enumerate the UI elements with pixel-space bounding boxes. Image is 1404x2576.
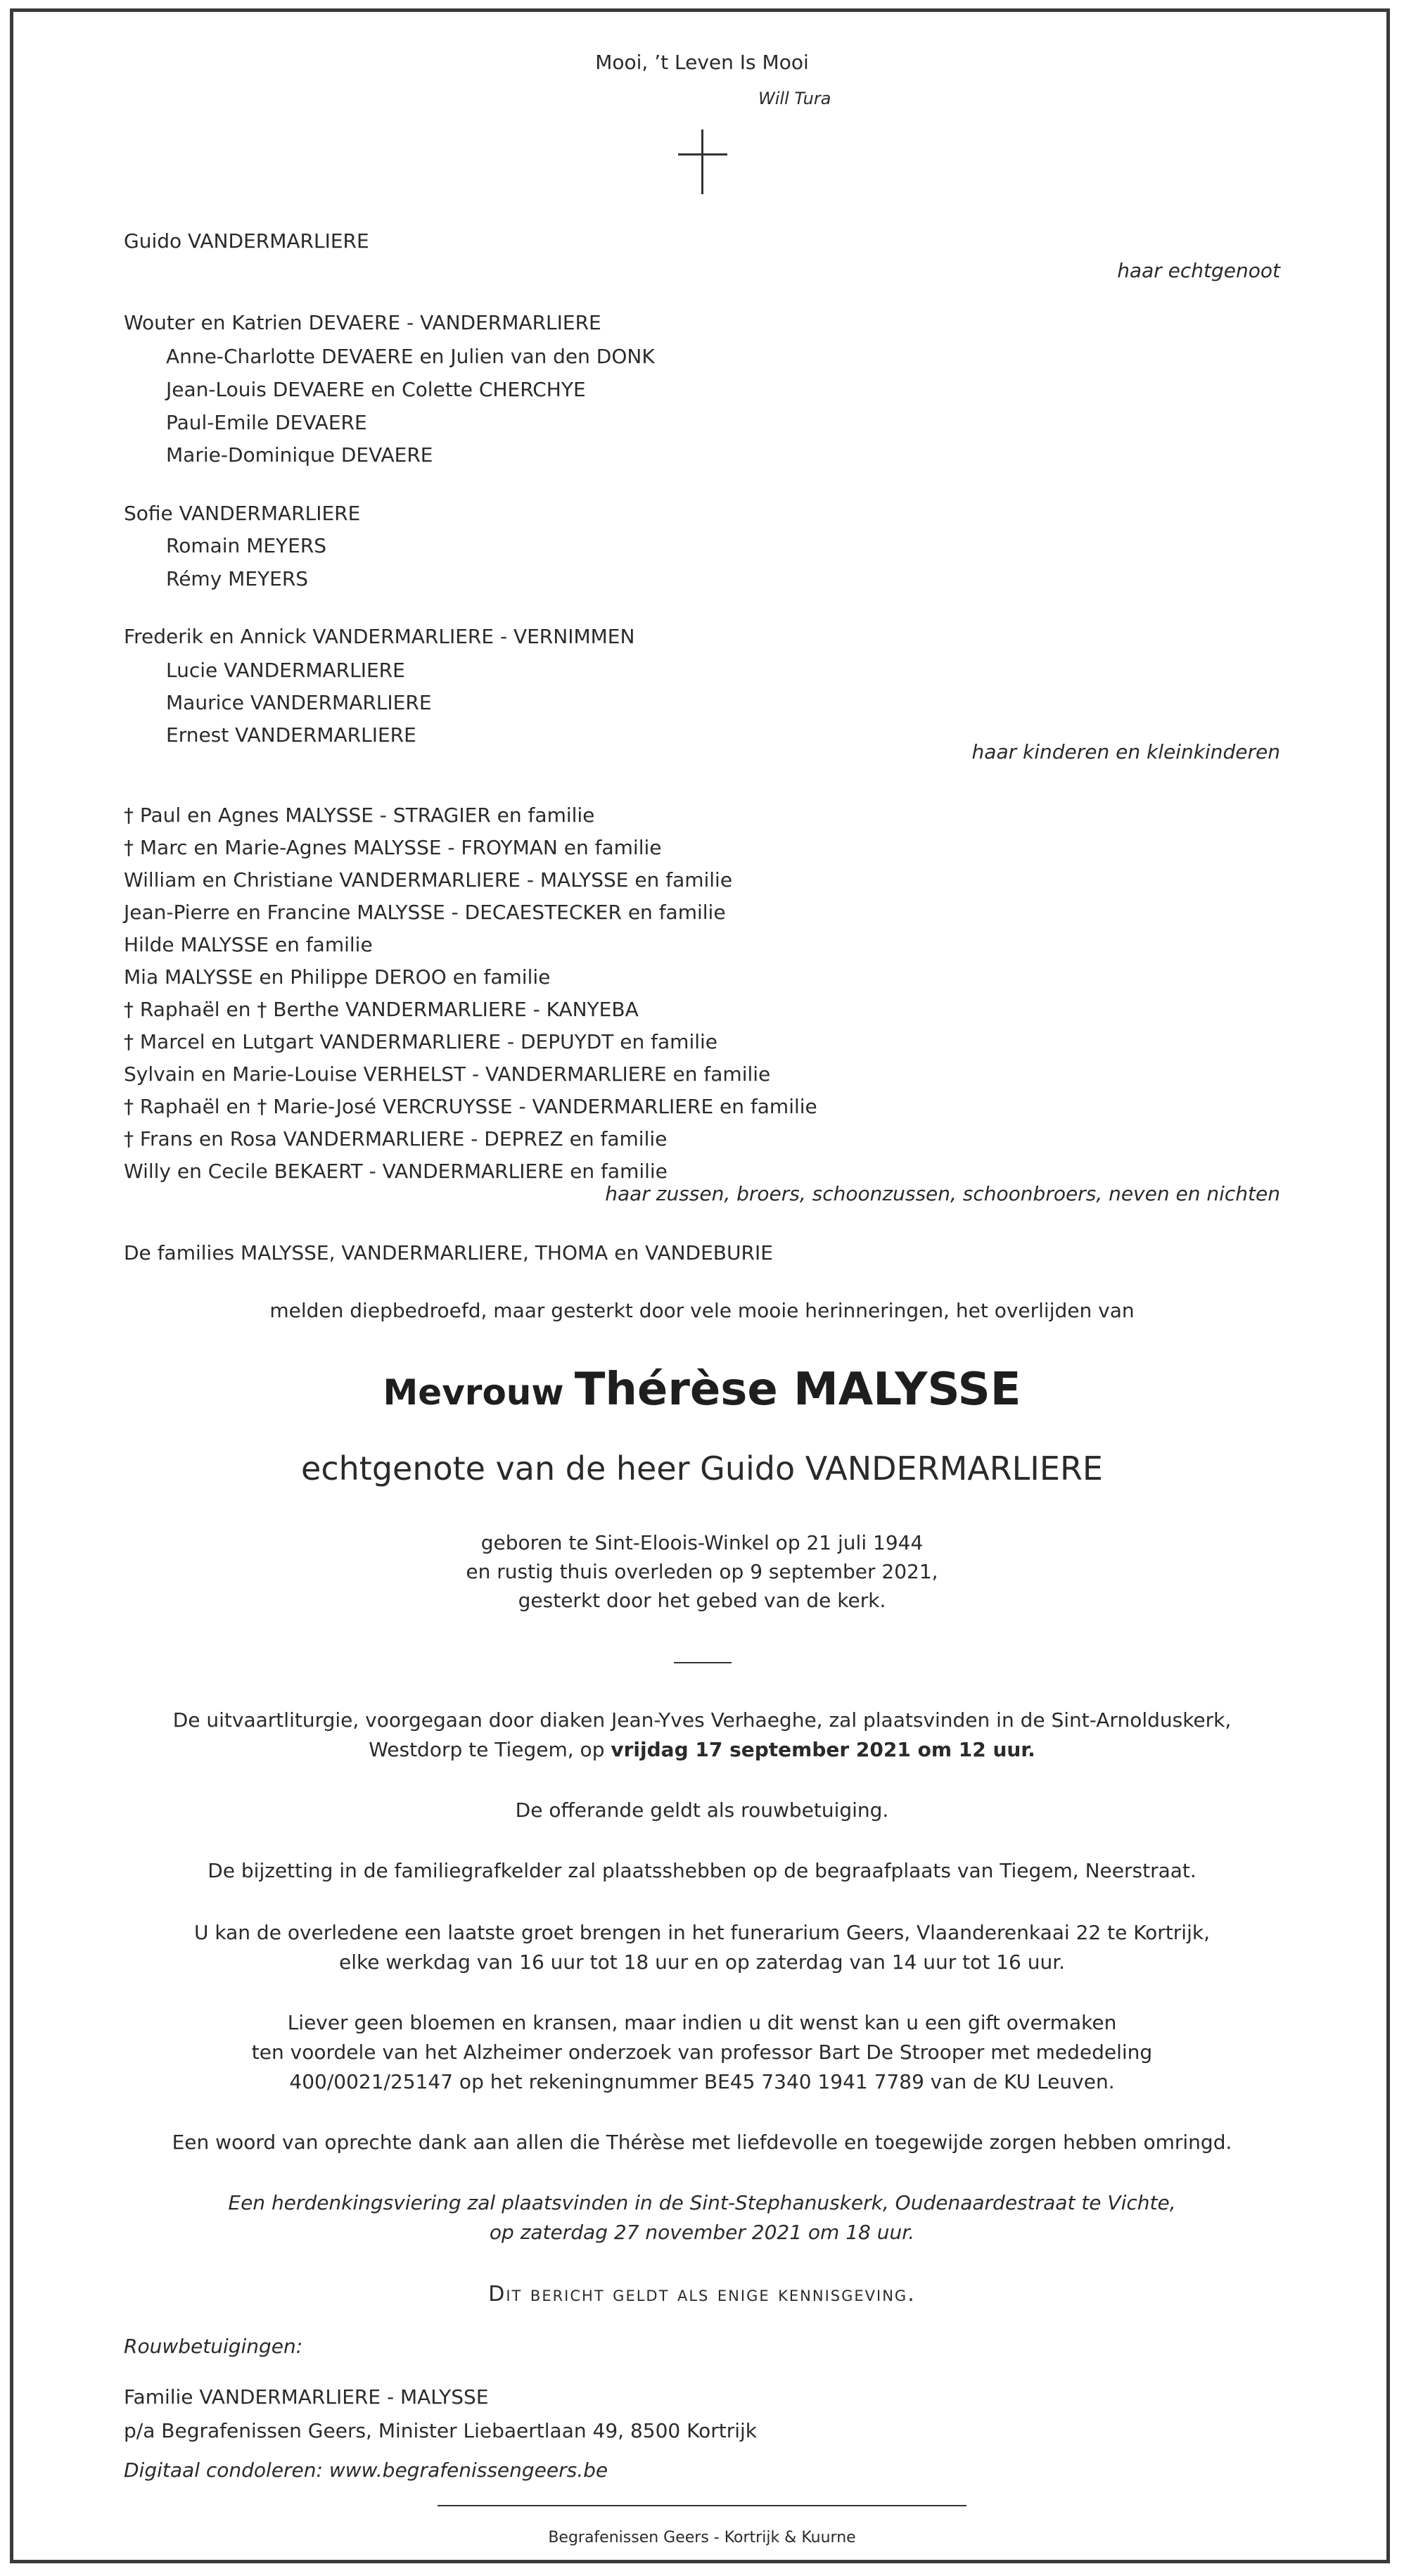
family-child: Maurice VANDERMARLIERE <box>166 691 432 714</box>
funeral-line-1: De uitvaartliturgie, voorgegaan door diaken Jean-Yves Verhaeghe, zal plaatsvinden in de Sint-Arnolduskerk, <box>172 1708 1232 1732</box>
kennisgeving-line: Dit bericht geldt als enige kennisgeving. <box>488 2282 916 2307</box>
family-child: Anne-Charlotte DEVAERE en Julien van den DONK <box>166 345 655 368</box>
herdenking-line-2: op zaterdag 27 november 2021 om 18 uur. <box>489 2221 915 2244</box>
siblings-relation: haar zussen, broers, schoonzussen, schoonbroers, neven en nichten <box>605 1182 1280 1205</box>
church-line: gesterkt door het gebed van de kerk. <box>518 1589 886 1612</box>
funeral-line-2 <box>0 1738 1404 1762</box>
bijzetting-line: De bijzetting in de familiegrafkelder zal plaatsshebben op de begraafplaats van Tiegem, Neerstraat. <box>208 1859 1196 1882</box>
sibling-line: Sylvain en Marie-Louise VERHELST - VANDERMARLIERE en familie <box>124 1062 771 1086</box>
family-child: Marie-Dominique DEVAERE <box>166 443 433 467</box>
rouw-label: Rouwbetuigingen: <box>124 2335 303 2358</box>
condolence-link[interactable]: Digitaal condoleren: www.begrafenissengeers.be <box>124 2458 608 2482</box>
sibling-line: † Marc en Marie-Agnes MALYSSE - FROYMAN en familie <box>124 836 662 859</box>
sibling-line: Hilde MALYSSE en familie <box>124 933 373 956</box>
family-head: Frederik en Annick VANDERMARLIERE - VERNIMMEN <box>124 625 635 648</box>
family-head: Sofie VANDERMARLIERE <box>124 502 361 525</box>
sibling-line: † Raphaël en † Marie-José VERCRUYSSE - VANDERMARLIERE en familie <box>124 1095 817 1118</box>
footer-rule <box>438 2505 966 2506</box>
dank-line: Een woord van oprechte dank aan allen die Thérèse met liefdevolle en toegewijde zorgen hebben omringd. <box>172 2131 1232 2154</box>
children-relation: haar kinderen en kleinkinderen <box>971 740 1280 763</box>
gift-line-1: Liever geen bloemen en kransen, maar indien u dit wenst kan u een gift overmaken <box>287 2011 1117 2034</box>
funeral-date: vrijdag 17 september 2021 om 12 uur. <box>611 1738 1035 1761</box>
address-line: p/a Begrafenissen Geers, Minister Liebaertlaan 49, 8500 Kortrijk <box>124 2419 757 2442</box>
husband-relation: haar echtgenoot <box>1117 259 1280 282</box>
sibling-line: † Raphaël en † Berthe VANDERMARLIERE - KANYEBA <box>124 998 639 1021</box>
groet-line-1: U kan de overledene een laatste groet brengen in het funerarium Geers, Vlaanderenkaai 22 te Kortrijk, <box>194 1921 1210 1944</box>
husband-name: Guido VANDERMARLIERE <box>124 229 369 253</box>
offerande-line: De offerande geldt als rouwbetuiging. <box>515 1798 889 1822</box>
sibling-line: Willy en Cecile BEKAERT - VANDERMARLIERE en familie <box>124 1160 668 1183</box>
song-author: Will Tura <box>758 89 831 108</box>
death-line: en rustig thuis overleden op 9 september 2021, <box>466 1560 938 1583</box>
footer-credit: Begrafenissen Geers - Kortrijk & Kuurne <box>548 2529 856 2546</box>
family-child: Rémy MEYERS <box>166 567 309 590</box>
gift-line-2: ten voordele van het Alzheimer onderzoek van professor Bart De Strooper met mededeling <box>251 2041 1153 2064</box>
family-child: Jean-Louis DEVAERE en Colette CHERCHYE <box>166 378 586 401</box>
gift-line-3: 400/0021/25147 op het rekeningnummer BE45 7340 1941 7789 van de KU Leuven. <box>289 2070 1115 2093</box>
birth-line: geboren te Sint-Eloois-Winkel op 21 juli 1944 <box>480 1531 924 1554</box>
announcement-line: melden diepbedroefd, maar gesterkt door vele mooie herinneringen, het overlijden van <box>269 1299 1135 1322</box>
address-name: Familie VANDERMARLIERE - MALYSSE <box>124 2385 489 2409</box>
family-child: Paul-Emile DEVAERE <box>166 411 367 434</box>
spouse-line: echtgenote van de heer Guido VANDERMARLIERE <box>301 1449 1103 1487</box>
sibling-line: † Marcel en Lutgart VANDERMARLIERE - DEPUYDT en familie <box>124 1030 718 1053</box>
deceased-title <box>0 1364 1404 1416</box>
funeral-location: Westdorp te Tiegem, op <box>369 1738 611 1761</box>
divider <box>674 1662 732 1663</box>
family-child: Romain MEYERS <box>166 534 327 557</box>
song-title: Mooi, ’t Leven Is Mooi <box>595 51 809 74</box>
family-child: Lucie VANDERMARLIERE <box>166 659 405 682</box>
family-head: Wouter en Katrien DEVAERE - VANDERMARLIERE <box>124 311 601 334</box>
groet-line-2: elke werkdag van 16 uur tot 18 uur en op zaterdag van 14 uur tot 16 uur. <box>338 1950 1066 1974</box>
sibling-line: William en Christiane VANDERMARLIERE - MALYSSE en familie <box>124 868 733 892</box>
sibling-line: Mia MALYSSE en Philippe DEROO en familie <box>124 965 551 989</box>
sibling-line: Jean-Pierre en Francine MALYSSE - DECAESTECKER en familie <box>124 901 726 924</box>
deceased-name: Thérèse MALYSSE <box>574 1364 1021 1416</box>
herdenking-line-1: Een herdenkingsviering zal plaatsvinden in de Sint-Stephanuskerk, Oudenaardestraat te Vichte, <box>228 2191 1176 2214</box>
deceased-prefix: Mevrouw <box>383 1372 564 1413</box>
families-line: De families MALYSSE, VANDERMARLIERE, THOMA en VANDEBURIE <box>124 1241 773 1264</box>
sibling-line: † Paul en Agnes MALYSSE - STRAGIER en familie <box>124 804 595 827</box>
family-child: Ernest VANDERMARLIERE <box>166 723 416 747</box>
sibling-line: † Frans en Rosa VANDERMARLIERE - DEPREZ en familie <box>124 1127 668 1150</box>
